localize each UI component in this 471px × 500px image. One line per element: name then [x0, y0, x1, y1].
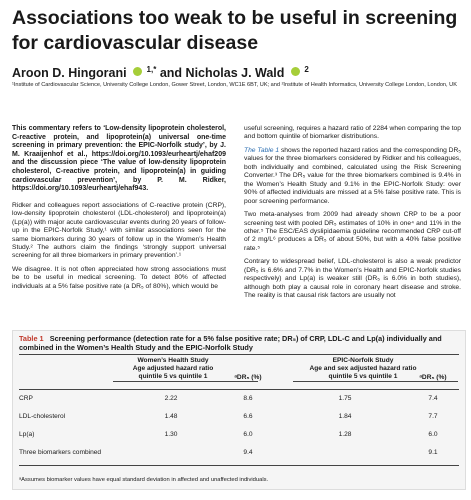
table-rule	[19, 389, 459, 390]
epic-dr-header: ᵃDR₅ (%)	[419, 374, 447, 381]
epic-column-header: EPIC-Norfolk Study Age and sex adjusted hazard ratio quintile 5 vs quintile 1	[309, 357, 417, 380]
table-caption	[19, 334, 459, 352]
whs-dr5: 6.0	[243, 431, 253, 438]
orcid-icon[interactable]	[291, 67, 300, 76]
table-caption-text: Screening performance (detection rate for a 5% false positive rate; DR₅) of CRP, LDL-C and Lp(a) individually and combined in the Women’s Health Study and the EPIC-Norfolk Study	[19, 334, 442, 353]
table-footnote: ᵃAssumes biomarker values have equal standard deviation in affected and unaffected individuals.	[19, 477, 269, 483]
body-text: shows the reported hazard ratios and the corresponding DR₅ values for the three biomarkers considered by Ridker and his colleagues, both individually and combined, calculated using the Risk Screening Converter.³ The DR₅ value for the three biomarkers combined is 9.4% in the Women’s Health Study and 9.1% in the EPIC-Norfolk Study: over 90% of affected individuals are missed at a 5% false positive rate. This is poor screening performance.	[244, 146, 462, 205]
commentary-reference: This commentary refers to ‘Low-density lipoprotein cholesterol, C-reactive protein, and lipoprotein(a) universal one-time screening in primary prevention: the EPIC-Norfolk study’, by J. M. Kraaijenhof et al., https://doi.org/10.1093/eurheartj/ehaf209 and the discussion piece ‘The value of low-density lipoprotein cholesterol, C-reactive protein, and lipoprotein(a) in guiding cardiovascular prevention’, by P. M. Ridker, https://doi.org/10.1093/eurheartj/ehaf943.	[12, 125, 226, 193]
whs-dr-header: ᵃDR₅ (%)	[234, 374, 262, 381]
whs-dr5: 6.6	[243, 413, 253, 420]
epic-dr5: 7.7	[428, 413, 438, 420]
row-label: Lp(a)	[19, 431, 35, 438]
author-name: Nicholas J. Wald	[185, 66, 285, 80]
orcid-icon[interactable]	[133, 67, 142, 76]
left-column	[12, 125, 226, 296]
table-rule	[19, 354, 459, 355]
body-paragraph: useful screening, requires a hazard ratio of 2284 when comparing the top and bottom quintile of biomarker distributions.	[244, 125, 461, 141]
body-paragraph: Ridker and colleagues report associations of C-reactive protein (CRP), low-density lipoprotein cholesterol (LDL-cholesterol) and lipoprotein(a) (Lp(a)) with major acute cardiovascular events during 20 years of follow-up in the EPIC-Norfolk Study,¹ with similar associations seen for the same biomarkers during 30 years of follow up in the Women’s Health Study.² The authors claim the findings ‘strongly support universal screening for all three biomarkers in primary prevention’.¹	[12, 201, 226, 260]
row-label: LDL-cholesterol	[19, 413, 66, 420]
author-affiliation-marker: 1,*	[146, 65, 157, 74]
author-conjunction: and	[159, 66, 183, 80]
body-paragraph: We disagree. It is not often appreciated how strong associations must be to be useful in medical screening. To detect 80% of affected individuals at a 5% false positive rate (a DR₅ of 80%), which would be	[12, 265, 226, 290]
author-name: Aroon D. Hingorani	[12, 66, 127, 80]
epic-dr5: 7.4	[428, 395, 438, 402]
table-label: Table 1	[19, 334, 44, 343]
author-list	[12, 62, 462, 81]
whs-hazard-ratio: 2.22	[164, 395, 178, 402]
epic-dr5: 9.1	[428, 449, 438, 456]
whs-column-header: Women’s Health Study Age adjusted hazard ratio quintile 5 vs quintile 1	[132, 357, 214, 380]
affiliations: ¹Institute of Cardiovascular Science, University College London, Gower Street, London, WC1E 6BT, UK; and ²Institute of Health Informatics, University College London, London, UK	[12, 82, 457, 88]
whs-hazard-ratio: 1.30	[164, 431, 178, 438]
author-affiliation-marker: 2	[304, 65, 309, 74]
right-column	[244, 125, 461, 306]
row-label: Three biomarkers combined	[19, 449, 102, 456]
table-link[interactable]: The Table 1	[244, 146, 280, 154]
whs-hazard-ratio: 1.48	[164, 413, 178, 420]
row-label: CRP	[19, 395, 33, 402]
body-paragraph: Two meta-analyses from 2009 had already shown CRP to be a poor screening test with pooled DR₅ estimates of 10% in one⁴ and 11% in the other.⁵ The ESC/EAS dyslipidaemia guideline recommended CRP cut-off of 2 mg/L⁶ produces a DR₅ of about 50%, but with a 40% false positive rate.⁵	[244, 211, 461, 252]
body-paragraph	[244, 147, 461, 206]
epic-hazard-ratio: 1.84	[338, 413, 352, 420]
table-rule	[19, 465, 459, 466]
epic-hazard-ratio: 1.75	[338, 395, 352, 402]
body-paragraph: Contrary to widespread belief, LDL-cholesterol is also a weak predictor (DR₅ is 6.6% and 7.7% in the Women’s Health and EPIC-Norfolk studies respectively) and Lp(a) is weaker still (DR₅ is 6.0% in both studies), although both play a causal role in coronary heart disease and stroke. The reality is that causal risk factors are usually not	[244, 258, 461, 300]
epic-hazard-ratio: 1.28	[338, 431, 352, 438]
results-table	[12, 330, 466, 490]
whs-dr5: 8.6	[243, 395, 253, 402]
article-title: Associations too weak to be useful in screening for cardiovascular disease	[12, 7, 458, 54]
epic-dr5: 6.0	[428, 431, 438, 438]
whs-dr5: 9.4	[243, 449, 253, 456]
